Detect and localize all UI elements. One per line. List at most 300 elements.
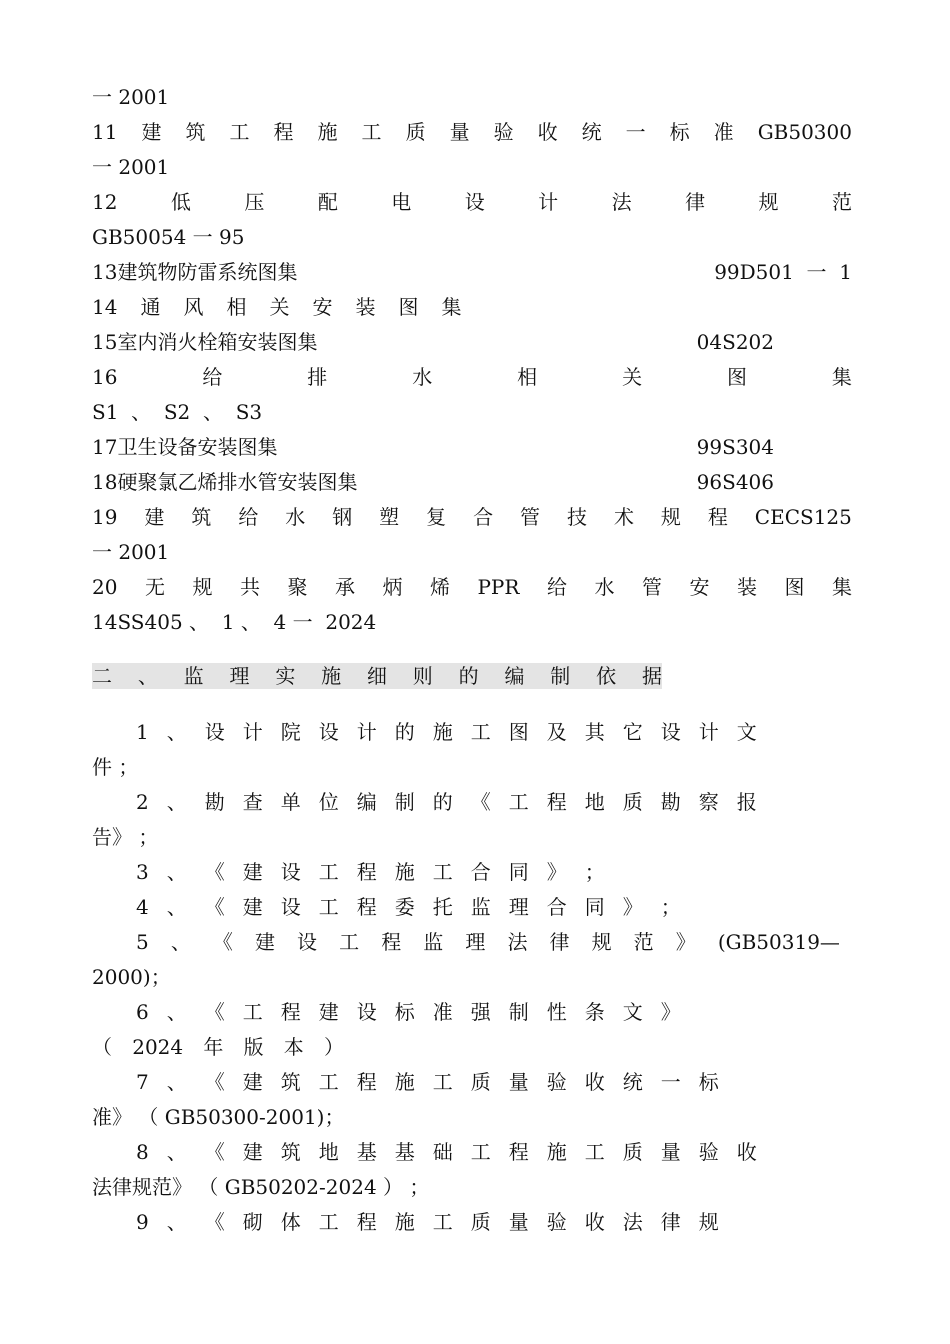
text-token: 察 xyxy=(698,790,719,814)
ref-code: 96S406 xyxy=(696,470,774,494)
text-token: 施 xyxy=(317,120,338,144)
basis-item-7 xyxy=(136,1067,840,1097)
text-token: 规 xyxy=(660,505,681,529)
text-token: 工 xyxy=(318,1210,339,1234)
text-token: 4 xyxy=(136,895,149,919)
text-token: 查 xyxy=(242,790,263,814)
text-token: 、 xyxy=(166,1140,187,1164)
text-token: 程 xyxy=(381,930,402,954)
text-token: 单 xyxy=(280,790,301,814)
text-token: 设 xyxy=(280,860,301,884)
text-token: 细 xyxy=(366,664,387,688)
text-token: 筑 xyxy=(280,1140,301,1164)
ref-title xyxy=(92,327,317,357)
text-token: 计 xyxy=(538,190,559,214)
text-token: 施 xyxy=(432,720,453,744)
text-token: 托 xyxy=(432,895,453,919)
text-token: CECS125 xyxy=(754,505,852,529)
text-token: 律 xyxy=(660,1210,681,1234)
text-token: 图 xyxy=(508,720,529,744)
text-token: 实 xyxy=(275,664,296,688)
text-token: 聚 xyxy=(287,575,308,599)
text-token: 一 xyxy=(660,1070,681,1094)
text-token: 施 xyxy=(546,1140,567,1164)
text-token: 地 xyxy=(318,1140,339,1164)
text-token: 工 xyxy=(584,1140,605,1164)
text-token: 压 xyxy=(244,190,265,214)
text-token: 相 xyxy=(517,365,538,389)
text-token: 内 xyxy=(137,330,158,354)
basis-item-continuation: 2000)； xyxy=(92,965,171,989)
text-token: 、 xyxy=(166,790,187,814)
text-token: 7 xyxy=(136,1070,149,1094)
text-token: 关 xyxy=(622,365,643,389)
text-token: 制 xyxy=(394,790,415,814)
text-token: 工 xyxy=(318,895,339,919)
text-token: 火 xyxy=(177,330,198,354)
text-token: （ xyxy=(92,1035,112,1059)
text-token: 《 xyxy=(212,930,233,954)
text-token: 建 xyxy=(242,895,263,919)
text-token: 它 xyxy=(622,720,643,744)
text-token: 质 xyxy=(622,790,643,814)
text-token: 硬 xyxy=(117,470,138,494)
basis-item-4 xyxy=(136,892,840,922)
text-token: 关 xyxy=(269,295,290,319)
text-token: 程 xyxy=(356,860,377,884)
text-token: 依 xyxy=(596,664,617,688)
text-token: 16 xyxy=(92,365,118,389)
text-token: 水 xyxy=(594,575,615,599)
text-token: 程 xyxy=(546,790,567,814)
basis-item-1 xyxy=(136,717,840,747)
text-token: 设 xyxy=(660,720,681,744)
basis-item-continuation: 件 ； xyxy=(92,755,139,779)
text-token: 建 xyxy=(242,1140,263,1164)
text-token: 程 xyxy=(273,120,294,144)
text-token: 图 xyxy=(237,435,258,459)
text-token: 图 xyxy=(784,575,805,599)
text-token: 雷 xyxy=(197,260,218,284)
text-token: PPR xyxy=(477,575,520,599)
ref-continuation-line: 14SS405 、 1 、 4 一 2024 xyxy=(92,610,377,634)
basis-item-continuation xyxy=(92,1032,344,1062)
text-token: 一 xyxy=(625,120,646,144)
text-token: 《 xyxy=(470,790,491,814)
text-token: 施 xyxy=(394,1070,415,1094)
text-token: 复 xyxy=(426,505,447,529)
text-token: 管 xyxy=(520,505,541,529)
text-token: 、 xyxy=(170,930,191,954)
ref-item-16 xyxy=(92,362,852,392)
text-token: 给 xyxy=(202,365,223,389)
text-token: 程 xyxy=(356,1210,377,1234)
text-token: 统 xyxy=(581,120,602,144)
text-token: 程 xyxy=(356,1070,377,1094)
text-token: 编 xyxy=(356,790,377,814)
text-token: 建 xyxy=(242,860,263,884)
text-token: 室 xyxy=(117,330,138,354)
text-token: 3 xyxy=(136,860,149,884)
text-token: 》 xyxy=(622,895,643,919)
text-token: 验 xyxy=(546,1210,567,1234)
text-token: 《 xyxy=(204,1210,225,1234)
text-token: 塑 xyxy=(379,505,400,529)
text-token: 装 xyxy=(257,330,278,354)
text-token: 12 xyxy=(92,190,118,214)
text-token: 工 xyxy=(242,1000,263,1024)
text-token: 的 xyxy=(458,664,479,688)
text-token: 砌 xyxy=(242,1210,263,1234)
text-token: 量 xyxy=(508,1210,529,1234)
text-token: 图 xyxy=(317,470,338,494)
text-token: 水 xyxy=(412,365,433,389)
text-token: 程 xyxy=(707,505,728,529)
text-token: 、 xyxy=(166,1000,187,1024)
text-token: 8 xyxy=(136,1140,149,1164)
text-token: 排 xyxy=(217,470,238,494)
text-token: 13 xyxy=(92,260,118,284)
text-token: 图 xyxy=(398,295,419,319)
text-token: 《 xyxy=(204,895,225,919)
text-token: 基 xyxy=(394,1140,415,1164)
ref-continuation-line: S1 、 S2 、 S3 xyxy=(92,400,263,424)
text-token: 则 xyxy=(412,664,433,688)
text-token: 准 xyxy=(432,1000,453,1024)
ref-item-14 xyxy=(92,292,852,322)
text-token: ； xyxy=(584,860,605,884)
text-token: 编 xyxy=(504,664,525,688)
text-token: 范 xyxy=(831,190,852,214)
text-token: 氯 xyxy=(157,470,178,494)
text-token: 安 xyxy=(197,435,218,459)
text-token: 基 xyxy=(356,1140,377,1164)
text-token: 程 xyxy=(356,895,377,919)
text-token: 备 xyxy=(177,435,198,459)
text-token: 、 xyxy=(166,720,187,744)
text-token: 质 xyxy=(622,1140,643,1164)
basis-item-5 xyxy=(136,927,840,957)
text-token: 设 xyxy=(204,720,225,744)
text-token: 计 xyxy=(242,720,263,744)
basis-item-9 xyxy=(136,1207,840,1237)
text-token: 委 xyxy=(394,895,415,919)
text-token: 箱 xyxy=(217,330,238,354)
text-token: 法 xyxy=(611,190,632,214)
text-token: 》 xyxy=(675,930,696,954)
text-token: 设 xyxy=(464,190,485,214)
text-token: 装 xyxy=(736,575,757,599)
text-token: 设 xyxy=(280,895,301,919)
text-token: 筑 xyxy=(185,120,206,144)
text-token: 年 xyxy=(203,1035,224,1059)
text-token: 18 xyxy=(92,470,118,494)
text-token: 安 xyxy=(277,470,298,494)
text-token: 术 xyxy=(613,505,634,529)
text-token: 理 xyxy=(508,895,529,919)
text-token: 收 xyxy=(537,120,558,144)
text-token: 监 xyxy=(470,895,491,919)
text-token: 统 xyxy=(622,1070,643,1094)
ref-title xyxy=(92,292,852,322)
text-token: 范 xyxy=(633,930,654,954)
text-token: 给 xyxy=(546,575,567,599)
text-token: 设 xyxy=(318,720,339,744)
text-token: 乙 xyxy=(177,470,198,494)
text-token: 烯 xyxy=(197,470,218,494)
text-token: 烯 xyxy=(429,575,450,599)
text-token: 装 xyxy=(297,470,318,494)
text-token: 卫 xyxy=(117,435,138,459)
text-token: 位 xyxy=(318,790,339,814)
text-token: 工 xyxy=(339,930,360,954)
text-token: 生 xyxy=(137,435,158,459)
text-token: 给 xyxy=(238,505,259,529)
text-token: 合 xyxy=(470,860,491,884)
text-token: 图 xyxy=(277,330,298,354)
text-token: 水 xyxy=(285,505,306,529)
text-token: 集 xyxy=(337,470,358,494)
text-token: 勘 xyxy=(204,790,225,814)
text-token: 17 xyxy=(92,435,118,459)
text-token: 强 xyxy=(470,1000,491,1024)
text-token: 质 xyxy=(470,1210,491,1234)
text-token: 标 xyxy=(394,1000,415,1024)
text-token: 11 xyxy=(92,120,118,144)
text-token: 二 xyxy=(92,664,112,688)
text-token: 验 xyxy=(698,1140,719,1164)
text-token: 集 xyxy=(277,260,298,284)
text-token: 制 xyxy=(550,664,571,688)
basis-item-6 xyxy=(136,997,840,1027)
text-token: 栓 xyxy=(197,330,218,354)
text-token: 》 xyxy=(546,860,567,884)
ref-continuation-line: GB50054 一 95 xyxy=(92,225,245,249)
text-token: 收 xyxy=(584,1210,605,1234)
basis-item-8 xyxy=(136,1137,840,1167)
text-token: 聚 xyxy=(137,470,158,494)
text-token: 勘 xyxy=(660,790,681,814)
text-token: 集 xyxy=(831,365,852,389)
text-token: 电 xyxy=(391,190,412,214)
text-token: 设 xyxy=(157,435,178,459)
text-token: 及 xyxy=(546,720,567,744)
text-token: 规 xyxy=(591,930,612,954)
text-token: 系 xyxy=(217,260,238,284)
text-token: 物 xyxy=(157,260,178,284)
text-token: 的 xyxy=(394,720,415,744)
text-token: 炳 xyxy=(382,575,403,599)
ref-title xyxy=(92,257,297,287)
ref-continuation-line: 一 2001 xyxy=(92,85,170,109)
text-token: 建 xyxy=(318,1000,339,1024)
text-token: 筑 xyxy=(137,260,158,284)
text-token: 工 xyxy=(470,1140,491,1164)
text-token: 图 xyxy=(257,260,278,284)
text-token: 监 xyxy=(423,930,444,954)
text-token: 建 xyxy=(141,120,162,144)
text-token: 15 xyxy=(92,330,118,354)
text-token: 建 xyxy=(254,930,275,954)
text-token: 无 xyxy=(144,575,165,599)
text-token: 文 xyxy=(622,1000,643,1024)
text-token: 工 xyxy=(432,860,453,884)
text-token: 工 xyxy=(508,790,529,814)
text-token: 院 xyxy=(280,720,301,744)
text-token: 本 xyxy=(283,1035,304,1059)
text-token: 规 xyxy=(758,190,779,214)
text-token: 技 xyxy=(566,505,587,529)
text-token: 工 xyxy=(470,720,491,744)
text-token: 理 xyxy=(465,930,486,954)
text-token: 承 xyxy=(334,575,355,599)
text-token: 装 xyxy=(217,435,238,459)
text-token: 《 xyxy=(204,860,225,884)
text-token: 合 xyxy=(473,505,494,529)
text-token: 工 xyxy=(432,1070,453,1094)
text-token: 施 xyxy=(394,860,415,884)
text-token: 排 xyxy=(307,365,328,389)
text-token: 工 xyxy=(432,1210,453,1234)
text-token: 量 xyxy=(660,1140,681,1164)
text-token: 20 xyxy=(92,575,118,599)
ref-item-20 xyxy=(92,572,852,602)
text-token: 通 xyxy=(140,295,161,319)
text-token: 验 xyxy=(546,1070,567,1094)
text-token: 收 xyxy=(736,1140,757,1164)
ref-code: 99S304 xyxy=(696,435,774,459)
text-token: 《 xyxy=(204,1000,225,1024)
text-token: 工 xyxy=(318,860,339,884)
text-token: 律 xyxy=(549,930,570,954)
text-token: 合 xyxy=(546,895,567,919)
text-token: 工 xyxy=(229,120,250,144)
text-token: 9 xyxy=(136,1210,149,1234)
ref-code: 04S202 xyxy=(696,330,774,354)
text-token: (GB50319— xyxy=(717,930,840,954)
ref-code: 99D501 一 1 xyxy=(714,260,852,284)
ref-title xyxy=(92,432,277,462)
basis-item-3 xyxy=(136,857,840,887)
text-token: 其 xyxy=(584,720,605,744)
text-token: 建 xyxy=(242,1070,263,1094)
text-token: 程 xyxy=(280,1000,301,1024)
text-token: 低 xyxy=(170,190,191,214)
text-token: 标 xyxy=(669,120,690,144)
text-token: 6 xyxy=(136,1000,149,1024)
text-token: 配 xyxy=(317,190,338,214)
text-token: 安 xyxy=(689,575,710,599)
text-token: ； xyxy=(660,895,681,919)
basis-item-continuation: 告》 ； xyxy=(92,825,159,849)
text-token: 建 xyxy=(117,260,138,284)
text-token: 规 xyxy=(192,575,213,599)
text-token: 法 xyxy=(622,1210,643,1234)
text-token: 制 xyxy=(508,1000,529,1024)
basis-item-2 xyxy=(136,787,840,817)
basis-item-continuation: 准》 （ GB50300-2001)； xyxy=(92,1105,345,1129)
text-token: 据 xyxy=(641,664,662,688)
text-token: 工 xyxy=(318,1070,339,1094)
text-token: 集 xyxy=(831,575,852,599)
text-token: 管 xyxy=(641,575,662,599)
text-token: 设 xyxy=(297,930,318,954)
text-token: 同 xyxy=(508,860,529,884)
text-token: 19 xyxy=(92,505,118,529)
text-token: 同 xyxy=(584,895,605,919)
text-token: 文 xyxy=(736,720,757,744)
text-token: 集 xyxy=(297,330,318,354)
text-token: 消 xyxy=(157,330,178,354)
ref-item-12 xyxy=(92,187,852,217)
text-token: 质 xyxy=(405,120,426,144)
text-token: 钢 xyxy=(332,505,353,529)
text-token: 集 xyxy=(441,295,462,319)
text-token: GB50300 xyxy=(757,120,852,144)
text-token: 图 xyxy=(726,365,747,389)
ref-item-17 xyxy=(92,432,852,462)
text-token: 筑 xyxy=(280,1070,301,1094)
ref-item-19 xyxy=(92,502,852,532)
ref-continuation-line: 一 2001 xyxy=(92,155,170,179)
basis-item-continuation: 法律规范》 （ GB50202-2024 ） ； xyxy=(92,1175,430,1199)
text-token: 础 xyxy=(432,1140,453,1164)
text-token: 设 xyxy=(356,1000,377,1024)
ref-item-11 xyxy=(92,117,852,147)
text-token: 、 xyxy=(166,860,187,884)
text-token: 程 xyxy=(508,1140,529,1164)
ref-title xyxy=(92,467,357,497)
text-token: 工 xyxy=(361,120,382,144)
text-token: 律 xyxy=(685,190,706,214)
text-token: 、 xyxy=(137,664,158,688)
section-heading xyxy=(92,663,662,689)
text-token: 管 xyxy=(257,470,278,494)
ref-item-18 xyxy=(92,467,852,497)
text-token: 建 xyxy=(144,505,165,529)
text-token: 安 xyxy=(237,330,258,354)
text-token: 标 xyxy=(698,1070,719,1094)
text-token: 水 xyxy=(237,470,258,494)
text-token: 施 xyxy=(394,1210,415,1234)
text-token: 验 xyxy=(493,120,514,144)
text-token: 、 xyxy=(166,1210,187,1234)
text-token: 2024 xyxy=(132,1035,184,1059)
text-token: 理 xyxy=(229,664,250,688)
text-token: 计 xyxy=(356,720,377,744)
text-token: ） xyxy=(324,1035,344,1059)
text-token: 统 xyxy=(237,260,258,284)
text-token: 14 xyxy=(92,295,118,319)
text-token: 收 xyxy=(584,1070,605,1094)
text-token: 质 xyxy=(470,1070,491,1094)
text-token: 量 xyxy=(508,1070,529,1094)
text-token: 1 xyxy=(136,720,149,744)
text-token: 计 xyxy=(698,720,719,744)
text-token: 筑 xyxy=(191,505,212,529)
ref-item-13 xyxy=(92,257,852,287)
text-token: 准 xyxy=(713,120,734,144)
text-token: 规 xyxy=(698,1210,719,1234)
text-token: 安 xyxy=(312,295,333,319)
text-token: 监 xyxy=(183,664,204,688)
text-token: 相 xyxy=(226,295,247,319)
text-token: 5 xyxy=(136,930,149,954)
text-token: 的 xyxy=(432,790,453,814)
text-token: 地 xyxy=(584,790,605,814)
ref-item-15 xyxy=(92,327,852,357)
text-token: 共 xyxy=(239,575,260,599)
